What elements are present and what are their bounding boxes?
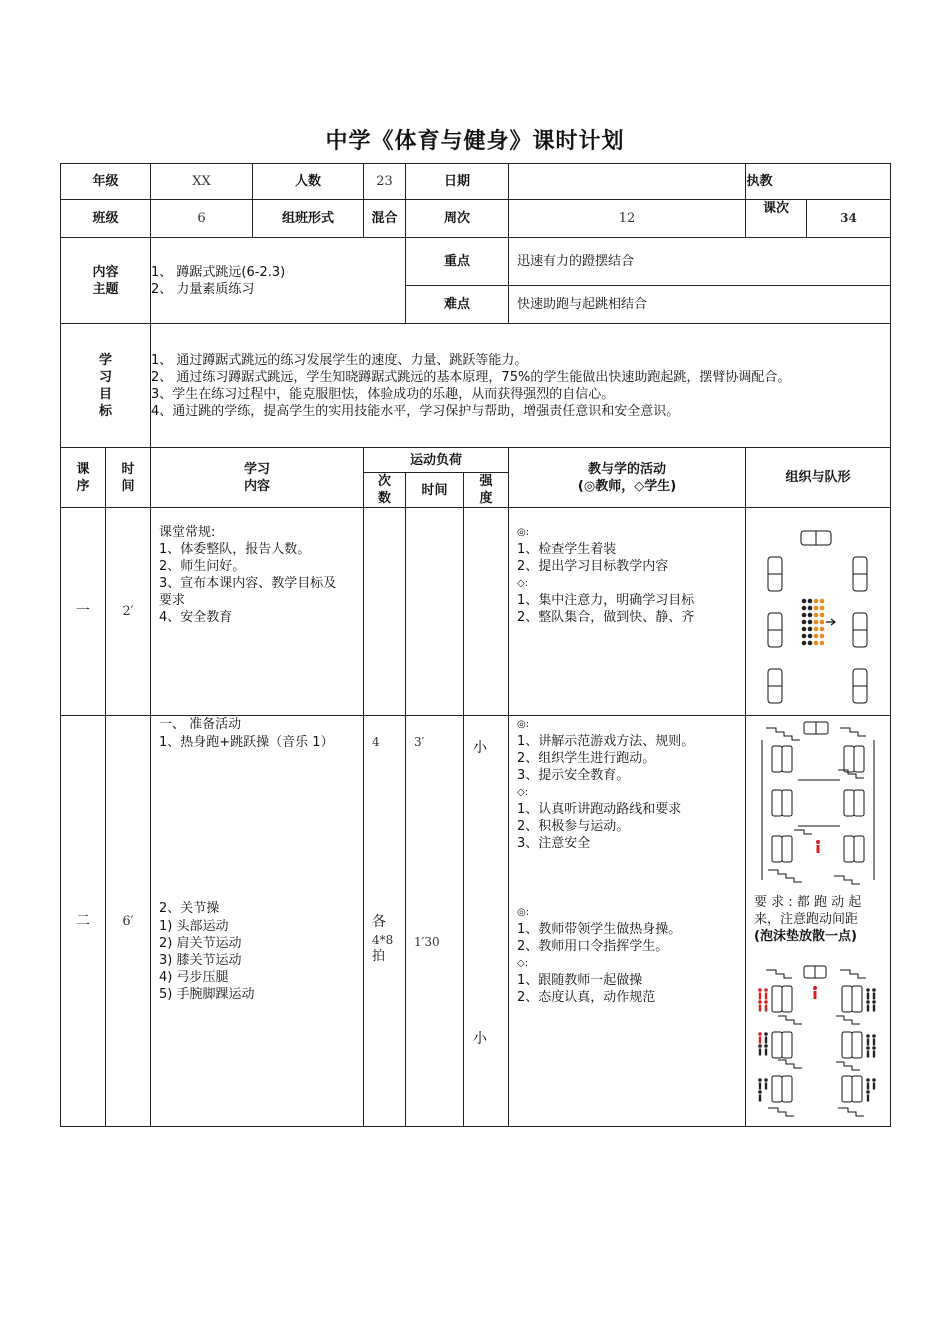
class-label: 班级	[61, 200, 151, 238]
col-activity	[509, 448, 746, 508]
lesson-label-text: 课次	[763, 201, 790, 216]
teacher-marker: ◎:	[517, 527, 530, 538]
grade-label: 年级	[61, 164, 151, 200]
section-1-times	[364, 508, 406, 716]
section-1-content-line: 课堂常规:	[159, 525, 216, 540]
goals-list	[151, 324, 891, 448]
requirement-line3: (泡沫垫放散一点)	[754, 929, 857, 944]
section-2-row	[61, 716, 891, 1127]
section-2-duration	[406, 716, 464, 1127]
header-row-1	[61, 164, 891, 200]
section-2-activities	[509, 716, 746, 1127]
goals-label-char: 标	[99, 403, 113, 419]
week-value: 12	[509, 200, 746, 238]
requirement-line1: 要 求 : 都 跑 动 起	[754, 895, 862, 910]
section-2-time: 6′	[106, 716, 151, 1127]
section-1-content-line: 2、师生问好。	[159, 559, 246, 574]
col-intensity	[464, 473, 509, 508]
joint-item: 3) 膝关节运动	[159, 953, 242, 968]
col-activity-line1: 教与学的活动	[588, 461, 667, 477]
col-intensity-char: 度	[479, 491, 493, 506]
difficulty-label: 难点	[406, 286, 509, 324]
teacher-marker: ◎:	[517, 907, 530, 918]
date-label: 日期	[406, 164, 509, 200]
col-time-char: 时	[121, 461, 135, 477]
col-intensity-char: 强	[479, 474, 493, 489]
col-time-char: 间	[121, 478, 135, 494]
section-1-organization	[746, 508, 891, 716]
student-marker: ◇:	[517, 787, 529, 798]
activity-line: 1、讲解示范游戏方法、规则。	[517, 734, 695, 749]
activity-line: 3、提示安全教育。	[517, 768, 630, 783]
section-1-duration	[406, 508, 464, 716]
goals-label-char: 习	[99, 369, 113, 385]
activity-line: 2、提出学习目标教学内容	[517, 559, 669, 574]
col-content-line: 内容	[244, 478, 271, 494]
activity-line: 2、积极参与运动。	[517, 819, 630, 834]
col-seq-char: 课	[76, 461, 90, 477]
section-2-times	[364, 716, 406, 1127]
activity-line: 1、教师带领学生做热身操。	[517, 922, 682, 937]
joint-duration: 1′30	[414, 935, 440, 949]
count-value: 23	[364, 164, 406, 200]
goal-item: 2、 通过练习蹲踞式跳远，学生知晓蹲踞式跳远的基本原理，75%的学生能做出快速助跑起跳，摆臂协调配合。	[151, 369, 791, 385]
joint-activities	[517, 904, 681, 1006]
col-duration: 时间	[406, 473, 464, 508]
key-point-label: 重点	[406, 238, 509, 286]
joint-times-line1: 各	[372, 914, 387, 930]
class-value: 6	[151, 200, 253, 238]
section-1-content-line: 3、宣布本课内容、教学目标及	[159, 576, 337, 591]
col-content-line: 学习	[244, 461, 271, 477]
joint-title: 2、关节操	[159, 901, 220, 916]
teacher-marker: ◎:	[517, 719, 530, 730]
lesson-value: 34	[806, 200, 890, 237]
header-row-2	[61, 200, 891, 238]
col-time	[106, 448, 151, 508]
section-1-content-line: 1、体委整队，报告人数。	[159, 542, 311, 557]
page-title: 中学《体育与健身》课时计划	[325, 129, 625, 154]
key-point-value: 迅速有力的蹬摆结合	[509, 238, 891, 286]
teacher-label-text: 执教	[746, 174, 773, 189]
section-2-organization	[746, 716, 891, 1127]
teacher-figure	[816, 840, 820, 853]
content-items	[151, 238, 406, 324]
joint-item: 4) 弓步压腿	[159, 970, 229, 985]
warmup-title: 一、 准备活动	[159, 717, 242, 732]
col-times-char: 数	[378, 491, 392, 506]
warmup-activities	[517, 716, 694, 852]
section-1-intensity	[464, 508, 509, 716]
student-marker: ◇:	[517, 958, 529, 969]
section-1-activities	[509, 508, 746, 716]
col-load: 运动负荷	[364, 448, 509, 473]
activity-line: 1、集中注意力，明确学习目标	[517, 593, 695, 608]
content-label	[61, 238, 151, 324]
formation-diagram-1	[746, 509, 889, 715]
goals-label-char: 学	[99, 352, 113, 368]
joint-times-line3: 拍	[372, 949, 386, 964]
running-route-diagram	[754, 720, 882, 892]
section-1-row	[61, 508, 891, 716]
column-header-row-1	[61, 448, 891, 473]
col-seq	[61, 448, 106, 508]
activity-line: 2、教师用口令指挥学生。	[517, 939, 669, 954]
count-label: 人数	[253, 164, 364, 200]
section-1-content-line: 4、安全教育	[159, 610, 233, 625]
section-1-seq: 一	[61, 508, 106, 716]
content-label-line1: 内容	[92, 264, 119, 280]
activity-line: 1、认真听讲跑动路线和要求	[517, 802, 682, 817]
week-label: 周次	[406, 200, 509, 238]
goal-item: 4、通过跳的学练，提高学生的实用技能水平，学习保护与帮助，增强责任意识和安全意识。	[151, 403, 680, 419]
col-activity-line2: (◎教师，◇学生)	[577, 478, 677, 494]
activity-line: 1、检查学生着装	[517, 542, 617, 557]
lesson-plan-table	[60, 163, 891, 1127]
goals-label-char: 目	[99, 386, 113, 402]
student-figures	[758, 986, 876, 1102]
joint-times-line2: 4*8	[372, 933, 394, 947]
date-value	[509, 164, 746, 200]
requirement-line2: 来，注意跑动间距	[754, 912, 859, 927]
activity-line: 3、注意安全	[517, 836, 591, 851]
joint-item: 5) 手腕脚踝运动	[159, 987, 255, 1002]
student-marker: ◇:	[517, 578, 529, 589]
grouping-value: 混合	[364, 200, 406, 238]
grouping-label: 组班形式	[253, 200, 364, 238]
col-organization: 组织与队形	[746, 448, 891, 508]
col-times	[364, 473, 406, 508]
student-formation	[802, 598, 835, 645]
difficulty-value: 快速助跑与起跳相结合	[509, 286, 891, 324]
content-row-a	[61, 238, 891, 286]
section-1-time: 2′	[106, 508, 151, 716]
section-2-seq: 二	[61, 716, 106, 1127]
section-1-content	[151, 508, 364, 716]
goal-item: 3、学生在练习过程中，能克服胆怯，体验成功的乐趣，从而获得强烈的自信心。	[151, 386, 615, 402]
col-content	[151, 448, 364, 508]
activity-line: 1、跟随教师一起做操	[517, 973, 643, 988]
warmup-duration: 3′	[414, 735, 425, 749]
grade-value: XX	[151, 164, 253, 200]
warmup-times: 4	[372, 735, 380, 749]
section-1-content-line: 要求	[159, 593, 186, 608]
lesson-label	[746, 200, 891, 238]
section-2-intensity	[464, 716, 509, 1127]
section-2-content	[151, 716, 364, 1127]
activity-line: 2、组织学生进行跑动。	[517, 751, 656, 766]
mat-formation-diagram	[756, 964, 880, 1124]
col-times-char: 次	[378, 474, 392, 489]
goal-item: 1、 通过蹲踞式跳远的练习发展学生的速度、力量、跳跃等能力。	[151, 352, 528, 368]
activity-line: 2、态度认真，动作规范	[517, 990, 656, 1005]
joint-item: 1) 头部运动	[159, 919, 229, 934]
col-seq-char: 序	[76, 478, 90, 494]
content-item: 1、 蹲踞式跳远(6-2.3)	[151, 264, 286, 280]
teacher-label	[746, 164, 891, 200]
content-label-line2: 主题	[92, 281, 119, 297]
goals-row	[61, 324, 891, 448]
content-item: 2、 力量素质练习	[151, 281, 255, 297]
joint-intensity: 小	[473, 1031, 488, 1047]
warmup-intensity: 小	[473, 740, 488, 756]
warmup-item: 1、热身跑+跳跃操（音乐 1）	[159, 735, 334, 750]
goals-label	[61, 324, 151, 448]
activity-line: 2、整队集合，做到快、静、齐	[517, 610, 695, 625]
joint-item: 2) 肩关节运动	[159, 936, 242, 951]
